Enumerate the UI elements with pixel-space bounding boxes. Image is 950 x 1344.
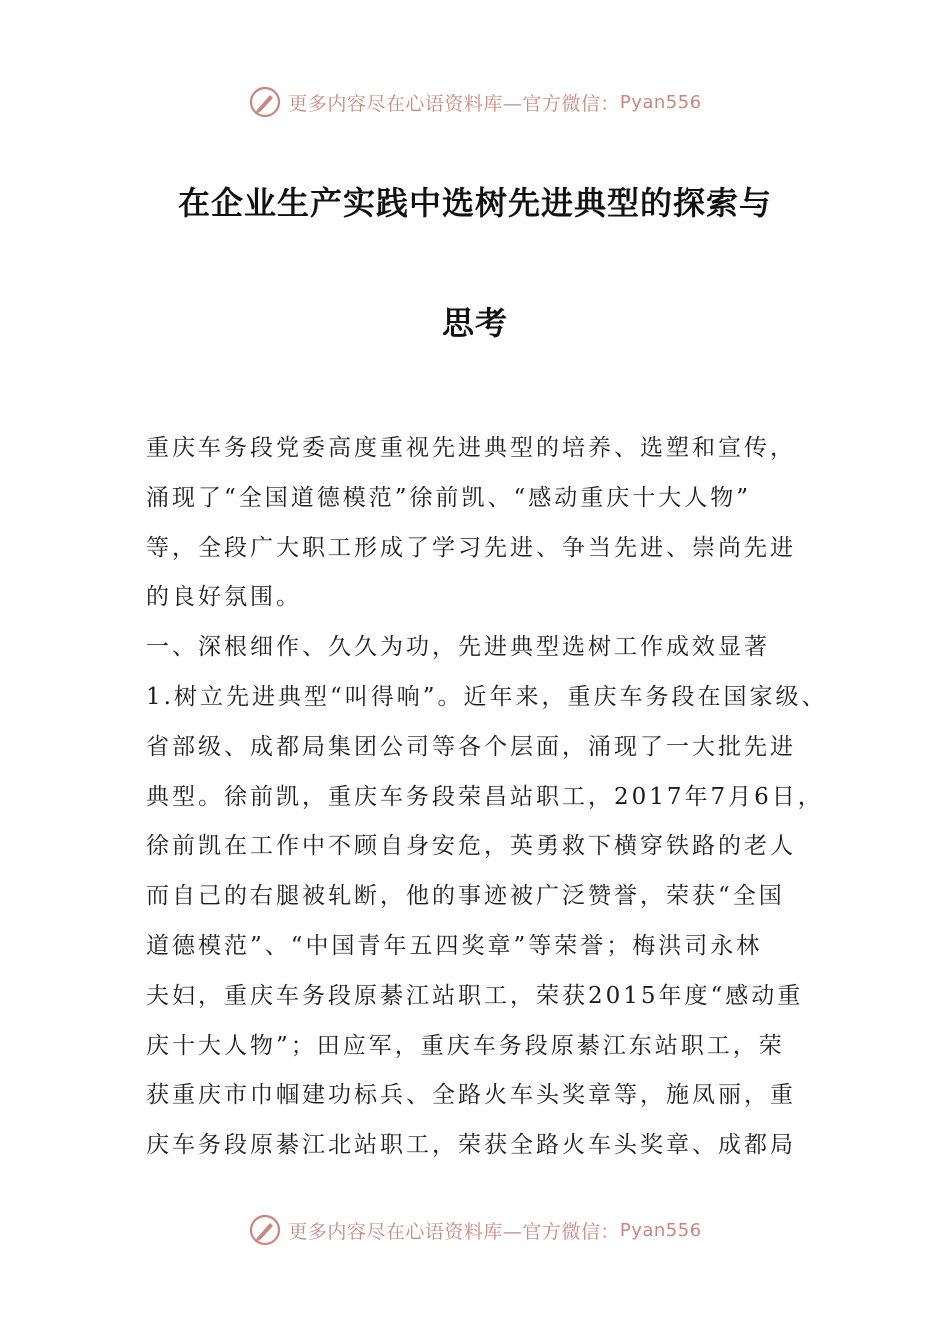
document-title-line-1: 在企业生产实践中选树先进典型的探索与: [177, 184, 772, 222]
watermark-text: 更多内容尽在心语资料库—官方微信：: [288, 92, 620, 115]
body-line: 庆车务段原綦江北站职工，荣获全路火车头奖章、成都局: [146, 1132, 796, 1159]
document-title-line-2: 思考: [441, 304, 508, 342]
header-watermark: [0, 82, 950, 122]
footer-watermark: [0, 1210, 950, 1250]
watermark-text: 更多内容尽在心语资料库—官方微信：: [288, 1220, 620, 1243]
body-line: 的良好氛围。: [146, 584, 302, 611]
watermark-handle: Pyan556: [619, 91, 702, 113]
body-line: 庆十大人物”；田应军，重庆车务段原綦江东站职工，荣: [146, 1032, 785, 1059]
pen-circle-icon: [248, 1213, 282, 1247]
document-body: [146, 424, 826, 1171]
body-line: 省部级、成都局集团公司等各个层面，涌现了一大批先进: [146, 733, 796, 760]
pen-circle-icon: [248, 85, 282, 119]
body-line: 1.树立先进典型“叫得响”。近年来，重庆车务段在国家级、: [146, 683, 828, 710]
body-line: 等，全段广大职工形成了学习先进、争当先进、崇尚先进: [146, 534, 796, 561]
body-line: 道德模范”、“中国青年五四奖章”等荣誉；梅洪司永林: [146, 932, 763, 959]
body-line: 夫妇，重庆车务段原綦江站职工，荣获2015年度“感动重: [146, 982, 804, 1009]
body-line: 典型。徐前凯，重庆车务段荣昌站职工，2017年7月6日，: [146, 783, 824, 810]
body-line: 重庆车务段党委高度重视先进典型的培养、选塑和宣传，: [146, 435, 796, 461]
section-heading: 一、深根细作、久久为功，先进典型选树工作成效显著: [146, 634, 770, 661]
body-line: 涌现了“全国道德模范”徐前凯、“感动重庆十大人物”: [146, 484, 752, 511]
body-line: 获重庆市巾帼建功标兵、全路火车头奖章等，施凤丽，重: [146, 1082, 796, 1109]
watermark-handle: Pyan556: [619, 1219, 702, 1241]
body-line: 徐前凯在工作中不顾自身安危，英勇救下横穿铁路的老人: [146, 833, 796, 860]
body-line: 而自己的右腿被轧断，他的事迹被广泛赞誉，荣获“全国: [146, 883, 785, 910]
